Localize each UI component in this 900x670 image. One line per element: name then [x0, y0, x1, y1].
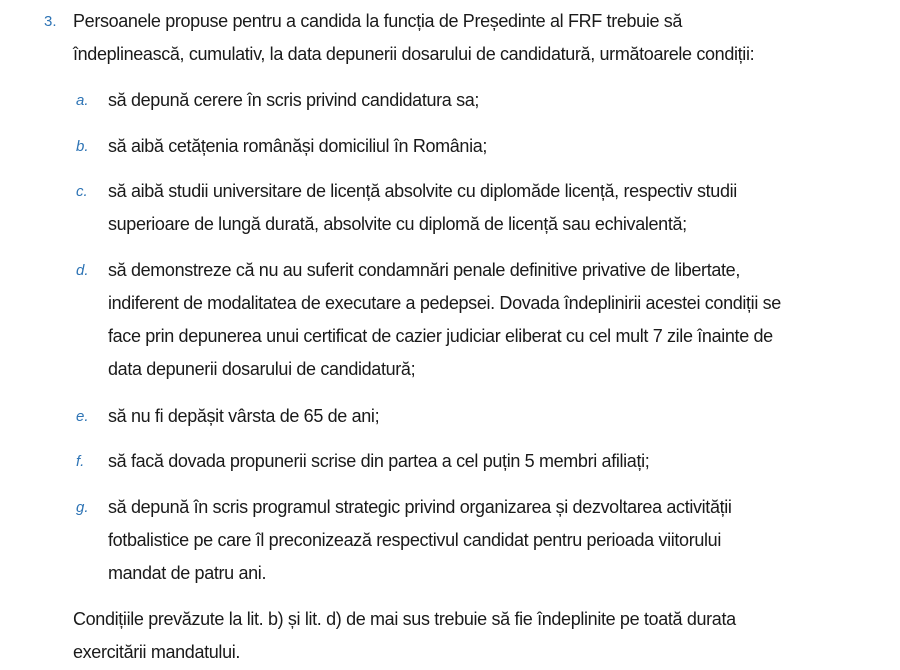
main-item-text [73, 5, 754, 71]
text-line: să aibă cetățenia românăși domiciliul în România; [108, 136, 488, 156]
condition-letter: b. [76, 138, 89, 155]
text-line: Persoanele propuse pentru a candida la funcția de Președinte al FRF trebuie să [73, 11, 683, 31]
condition-text [108, 491, 732, 590]
condition-text [108, 254, 781, 386]
text-line: să depună cerere în scris privind candidatura sa; [108, 90, 480, 110]
text-line: face prin depunerea unui certificat de cazier judiciar eliberat cu cel mult 7 zile înainte de [108, 326, 773, 346]
text-line: data depunerii dosarului de candidatură; [108, 359, 416, 379]
condition-text [108, 400, 379, 433]
condition-letter: c. [76, 183, 88, 200]
condition-letter: a. [76, 92, 89, 109]
text-line: să demonstreze că nu au suferit condamnări penale definitive privative de libertate, [108, 260, 740, 280]
closing-paragraph [73, 603, 736, 669]
condition-letter: f. [76, 453, 85, 470]
text-line: să aibă studii universitare de licență absolvite cu diplomăde licență, respectiv studii [108, 181, 737, 201]
text-line: exercitării mandatului. [73, 642, 241, 662]
condition-text [108, 445, 649, 478]
condition-text [108, 130, 487, 163]
text-line: mandat de patru ani. [108, 563, 267, 583]
text-line: să facă dovada propunerii scrise din partea a cel puțin 5 membri afiliați; [108, 451, 650, 471]
condition-letter: e. [76, 408, 89, 425]
item-number: 3. [44, 13, 57, 30]
text-line: să depună în scris programul strategic privind organizarea și dezvoltarea activității [108, 497, 732, 517]
condition-letter: d. [76, 262, 89, 279]
condition-letter: g. [76, 499, 89, 516]
text-line: fotbalistice pe care îl preconizează respectivul candidat pentru perioada viitorului [108, 530, 721, 550]
text-line: indiferent de modalitatea de executare a pedepsei. Dovada îndeplinirii acestei condiții se [108, 293, 781, 313]
condition-text [108, 84, 479, 117]
text-line: superioare de lungă durată, absolvite cu diplomă de licență sau echivalentă; [108, 214, 687, 234]
text-line: Condițiile prevăzute la lit. b) și lit. d) de mai sus trebuie să fie îndeplinite pe toată durata [73, 609, 736, 629]
text-line: îndeplinească, cumulativ, la data depunerii dosarului de candidatură, următoarele condiții: [73, 44, 755, 64]
condition-text [108, 175, 737, 241]
text-line: să nu fi depășit vârsta de 65 de ani; [108, 406, 380, 426]
